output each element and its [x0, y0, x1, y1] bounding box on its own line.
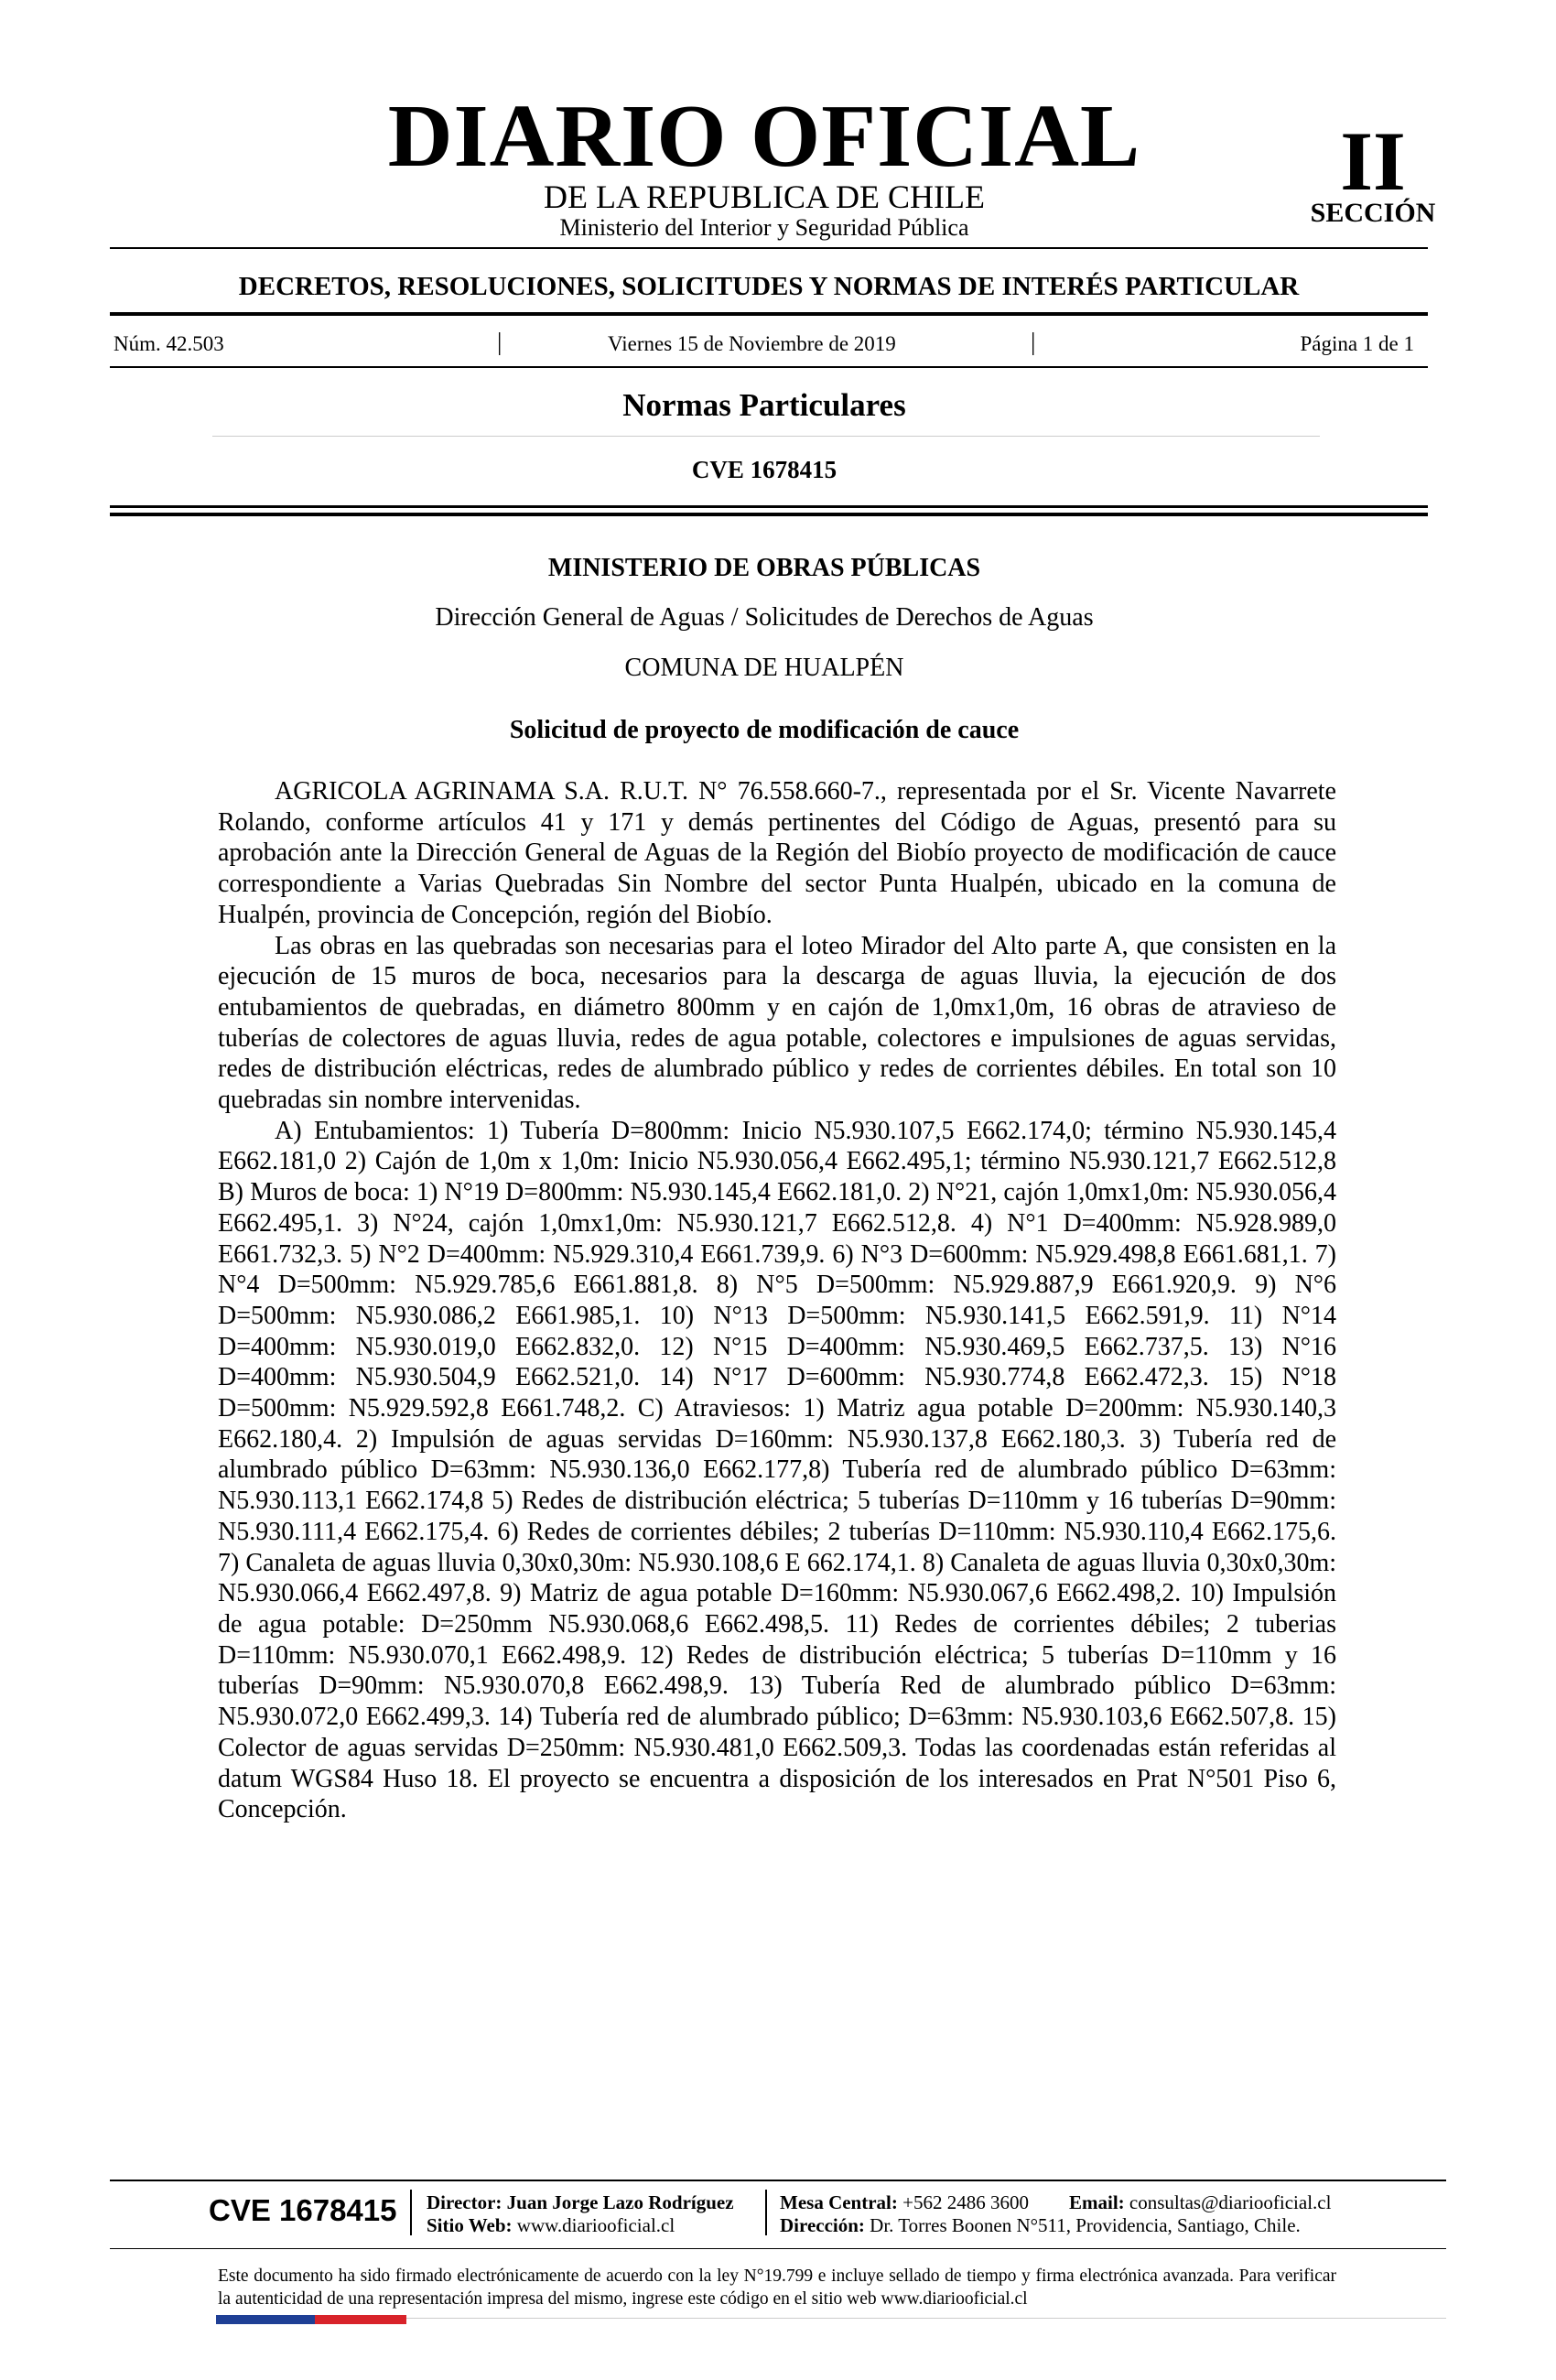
website-link[interactable]: www.diariooficial.cl	[516, 2214, 675, 2236]
meta-separator: |	[1031, 328, 1036, 355]
document-direction: Dirección General de Aguas / Solicitudes de Derechos de Aguas	[435, 603, 1094, 632]
norms-heading: Normas Particulares	[622, 387, 906, 423]
cve-heading: CVE 1678415	[691, 456, 837, 483]
paragraph: Las obras en las quebradas son necesarias para el loteo Mirador del Alto parte A, que consisten en la ejecución de 15 muros de boca, necesarios para la descarga de aguas lluvia, la ejecución de dos entubamientos de quebradas, en diámetro 800mm y en cajón de 1,0mx1,0m, 16 obras de atravieso de tuberías de colectores de aguas lluvia, redes de agua potable, colectores e impulsiones de aguas servidas, redes de distribución eléctricas, redes de alumbrado público y redes de corrientes débiles. En total son 10 quebradas sin nombre intervenidas.	[218, 931, 1336, 1115]
website-label: Sitio Web:	[427, 2214, 513, 2236]
meta-rule	[110, 366, 1428, 368]
paragraph: A) Entubamientos: 1) Tubería D=800mm: Inicio N5.930.107,5 E662.174,0; término N5.930.145,4 E662.181,0 2) Cajón de 1,0m x 1,0m: Inicio N5.930.056,4 E662.495,1; término N5.930.121,7 E662.512,8 B) Muros de boca: 1) N°19 D=800mm: N5.930.145,4 E662.181,0. 2) N°21, cajón 1,0mx1,0m: N5.930.056,4 E662.495,1. 3) N°24, cajón 1,0mx1,0m: N5.930.121,7 E662.512,8. 4) N°1 D=400mm: N5.928.989,0 E661.732,3. 5) N°2 D=400mm: N5.929.310,4 E661.739,9. 6) N°3 D=600mm: N5.929.498,8 E661.681,1. 7) N°4 D=500mm: N5.929.785,6 E661.881,8. 8) N°5 D=500mm: N5.929.887,9 E661.920,9. 9) N°6 D=500mm: N5.930.086,2 E661.985,1. 10) N°13 D=500mm: N5.930.141,5 E662.591,9. 11) N°14 D=400mm: N5.930.019,0 E662.832,0. 12) N°15 D=400mm: N5.930.469,5 E662.737,5. 13) N°16 D=400mm: N5.930.504,9 E662.521,0. 14) N°17 D=600mm: N5.930.774,8 E662.472,3. 15) N°18 D=500mm: N5.929.592,8 E661.748,2. C) Atraviesos: 1) Matriz agua potable D=200mm: N5.930.140,3 E662.180,4. 2) Impulsión de aguas servidas D=160mm: N5.930.137,8 E662.180,3. 3) Tubería red de alumbrado público D=63mm: N5.930.136,0 E662.177,8) Tubería red de alumbrado público D=63mm: N5.930.113,1 E662.174,8 5) Redes de distribución eléctrica; 5 tuberías D=110mm y 16 tuberías D=90mm: N5.930.111,4 E662.175,4. 6) Redes de corrientes débiles; 2 tuberías D=110mm: N5.930.110,4 E662.175,6. 7) Canaleta de aguas lluvia 0,30x0,30m: N5.930.108,6 E 662.174,1. 8) Canaleta de aguas lluvia 0,30x0,30m: N5.930.066,4 E662.497,8. 9) Matriz de agua potable D=160mm: N5.930.067,6 E662.498,2. 10) Impulsión de agua potable: D=250mm N5.930.068,6 E662.498,5. 11) Redes de corrientes débiles; 2 tuberias D=110mm: N5.930.070,1 E662.498,9. 12) Redes de distribución eléctrica; 5 tuberías D=110mm y 16 tuberías D=90mm: N5.930.070,8 E662.498,9. 13) Tubería Red de alumbrado público D=63mm: N5.930.072,0 E662.499,3. 14) Tubería red de alumbrado público; D=63mm: N5.930.103,6 E662.507,8. 15) Colector de aguas servidas D=250mm: N5.930.481,0 E662.509,3. Todas las coordenadas están referidas al datum WGS84 Huso 18. El proyecto se encuentra a disposición de los interesados en Prat N°501 Piso 6, Concepción.	[218, 1116, 1336, 1824]
document-body	[218, 776, 1336, 1825]
director-label: Director:	[427, 2191, 502, 2213]
header-double-rule-bottom	[110, 513, 1428, 516]
address-label: Dirección:	[780, 2214, 865, 2236]
section-rule-thick	[110, 312, 1428, 316]
footer-website	[427, 2216, 675, 2235]
flag-stripe-red	[315, 2315, 406, 2324]
paragraph: AGRICOLA AGRINAMA S.A. R.U.T. N° 76.558.660-7., representada por el Sr. Vicente Navarrete Rolando, conforme artículos 41 y 171 y demás pertinentes del Código de Aguas, presentó para su aprobación ante la Dirección General de Aguas de la Región del Biobío proyecto de modificación de cauce correspondiente a Varias Quebradas Sin Nombre del sector Punta Hualpén, ubicado en la comuna de Hualpén, provincia de Concepción, región del Biobío.	[218, 777, 1336, 929]
flag-stripe-blue	[216, 2315, 315, 2324]
director-name: Juan Jorge Lazo Rodríguez	[506, 2191, 734, 2213]
footer-divider	[765, 2190, 767, 2235]
document-ministry: MINISTERIO DE OBRAS PÚBLICAS	[547, 554, 981, 582]
page-indicator: Página 1 de 1	[1300, 332, 1414, 355]
footer-email	[1069, 2193, 1331, 2212]
email-label: Email:	[1069, 2191, 1125, 2213]
masthead-title: DIARIO OFICIAL	[387, 87, 1141, 186]
address-value: Dr. Torres Boonen N°511, Providencia, Santiago, Chile.	[870, 2214, 1301, 2236]
section-label: SECCIÓN	[1310, 198, 1436, 228]
footer-legal-notice: Este documento ha sido firmado electrónicamente de acuerdo con la ley N°19.799 e incluye sellado de tiempo y firma electrónica avanzada. Para verificar la autenticidad de una representación impresa del mismo, ingrese este código en el sitio web www.diariooficial.cl	[218, 2266, 1336, 2309]
document-commune: COMUNA DE HUALPÉN	[624, 654, 904, 682]
masthead-ministry: Ministerio del Interior y Seguridad Pública	[559, 214, 969, 241]
header-double-rule-top	[110, 505, 1428, 508]
document-title: Solicitud de proyecto de modificación de cauce	[509, 716, 1020, 744]
meta-separator: |	[497, 328, 502, 355]
issue-date: Viernes 15 de Noviembre de 2019	[608, 332, 896, 355]
masthead-subtitle: DE LA REPUBLICA DE CHILE	[544, 178, 985, 215]
phone-value: +562 2486 3600	[902, 2191, 1029, 2213]
footer-cve: CVE 1678415	[209, 2193, 397, 2227]
footer-phone	[780, 2193, 1029, 2212]
section-number: II	[1340, 114, 1406, 208]
issue-number: Núm. 42.503	[113, 332, 224, 355]
email-link[interactable]: consultas@diariooficial.cl	[1129, 2191, 1332, 2213]
footer-address	[780, 2216, 1301, 2235]
footer-rule-bottom	[110, 2248, 1446, 2249]
section-title: DECRETOS, RESOLUCIONES, SOLICITUDES Y NORMAS DE INTERÉS PARTICULAR	[238, 272, 1300, 301]
footer-divider	[410, 2190, 412, 2235]
norms-rule	[212, 436, 1320, 437]
phone-label: Mesa Central:	[780, 2191, 898, 2213]
masthead-rule	[110, 247, 1428, 249]
footer-rule-top	[110, 2180, 1446, 2181]
footer-director	[427, 2193, 734, 2212]
flag-line	[406, 2318, 1446, 2319]
